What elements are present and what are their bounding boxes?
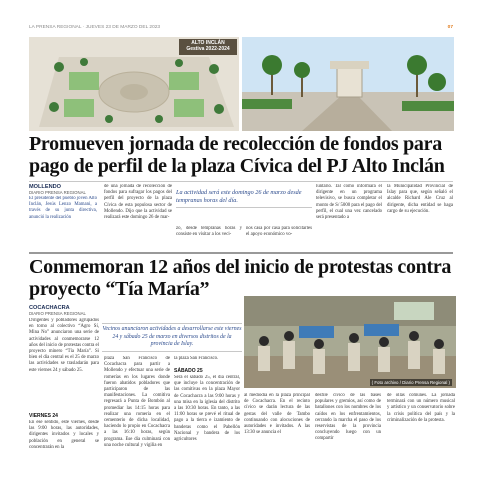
story1-col6: la Municipalidad Provincial de Islay para que, según señaló el alcalde Richard Ale Cruz al dirigente, dicha entidad se haga cargo de su ejecución.	[387, 184, 453, 214]
story1-col2: de una jornada de recolección de fondos para sufragar los pagos del perfil del proyecto de la plaza Cívica de esta populosa sector de Mollendo. Dijo que la actividad se realizará este domingo 26 de mar-	[104, 184, 172, 221]
project-sign-text: ALTO INCLÁN Gestiva 2022-2024	[186, 40, 230, 52]
story2-location: COCACHACRA	[29, 305, 70, 311]
story1-headline: Promueven jornada de recolección de fondos para pago de perfil de la plaza Cívica del PJ Alto Inclán	[29, 133, 445, 177]
story2-col2: plaza San Francisco de Cocachacra para partir a Mollendo y efectuar una serie de romerías en los lugares donde fueron abatidos pobladores que participaron de las manifestaciones. La comitiva regresará a Punta de Bombón al promediar las 14:15 horas para realizar una romería en el cementerio de dicha localidad, haciendo lo propio en Cocachacra a las 16:10 horas, según programa. Ese día culminará con una noche cultural y vigilia en	[104, 356, 170, 448]
story2-source: DIARIO PRENSA REGIONAL	[29, 311, 86, 316]
story1-col1: El presidente del pueblo joven Alto Inclán, Jesús Lenzo Mamani, a través de su junta directiva, anunció la realización	[29, 196, 97, 220]
protest-march-photo	[244, 296, 456, 388]
story2-subhead-viernes: VIERNES 24	[29, 413, 58, 419]
story2-col3: la plaza San Francisco.	[174, 356, 219, 361]
story1-col3: zo, desde tempranas horas y consiste en visitar a los veci-	[176, 226, 242, 238]
story1-pullquote: La actividad será este domingo 26 de marzo desde tempranas horas del día.	[176, 189, 312, 208]
plaza-aerial-render-image	[29, 37, 239, 131]
story2-headline: Conmemoran 12 años del inicio de protestas contra proyecto “Tía María”	[29, 256, 452, 300]
story2-col1: Dirigentes y pobladores agrupados en torno al colectivo “Agro Sí, Mina No” anunciaron una serie de actividades al conmemorarse 12 años del inicio de protestas contra el proyecto minero “Tía María”. Si bien el día central es el 25 de marzo las actividades se trasladarán para este viernes 24 y sábado 25.	[29, 318, 99, 373]
photo-credit: ( Foto archivo / Diario Prensa Regional )	[371, 380, 450, 385]
story1-location: MOLLENDO	[29, 184, 62, 190]
story1-col5: luntario. Tal como informara el dirigente en un programa televisivo, se busca completar el monto de S/ 5000 para el pago del perfil, el cual una vez cancelado será presentado a	[316, 184, 382, 221]
story1-source: DIARIO PRENSA REGIONAL	[29, 190, 86, 195]
masthead	[29, 25, 453, 34]
story2-subhead-sabado: SÁBADO 25	[174, 368, 203, 374]
story2-col1b: En ese sentido, este viernes, desde las 9:00 horas, las autoridades, dirigentes invitados y locales y población en general se concentrarán en la	[29, 420, 99, 450]
masthead-text: LA PRENSA REGIONAL · JUEVES 23 DE MARZO DEL 2023	[29, 25, 161, 30]
plaza-perspective-render-image	[242, 37, 454, 131]
story2-pullquote: Vecinos anunciaron actividades a desarrollarse este viernes 24 y sábado 25 de marzo en diversos distritos de la provincia de Islay.	[102, 323, 242, 352]
story2-col3b: Será el sábado 25, el día central, que incluye la concentración de las comitivas en la plaza Mayor de Cocachacra a las 9:00 horas y una misa en la iglesia del distrito a las 10:30 horas. En tanto, a las 11:00 horas se prevé el ritual de pago a la tierra e izamiento de banderas como el Pabellón Nacional y bandera de los agricultores	[174, 375, 240, 443]
story2-col6: de ollas comunes. La jornada terminará con un número musical y artístico y un conservatorio sobre la crisis política del país y la criminalización de la protesta.	[387, 393, 455, 423]
story2-col4: al mediodía en la plaza principal de Cocachacra. En el recinto cívico se darán lectura de las gestas del valle de Tambo continuando con alocuciones de autoridades e invitados. A las 13:30 se anuncia el	[244, 393, 310, 436]
story1-col4: nos casa por casa para solicitarles el apoyo económico vo-	[246, 226, 312, 238]
story2-col5: desfile cívico de las bases populares y gremios, así como de batallones con los nombres de los caídos en los enfrentamientos, cerrando la marcha el paso de los reservistas de la provincia concluyendo luego con un compartir	[315, 393, 381, 442]
page-number: 07	[447, 25, 453, 30]
